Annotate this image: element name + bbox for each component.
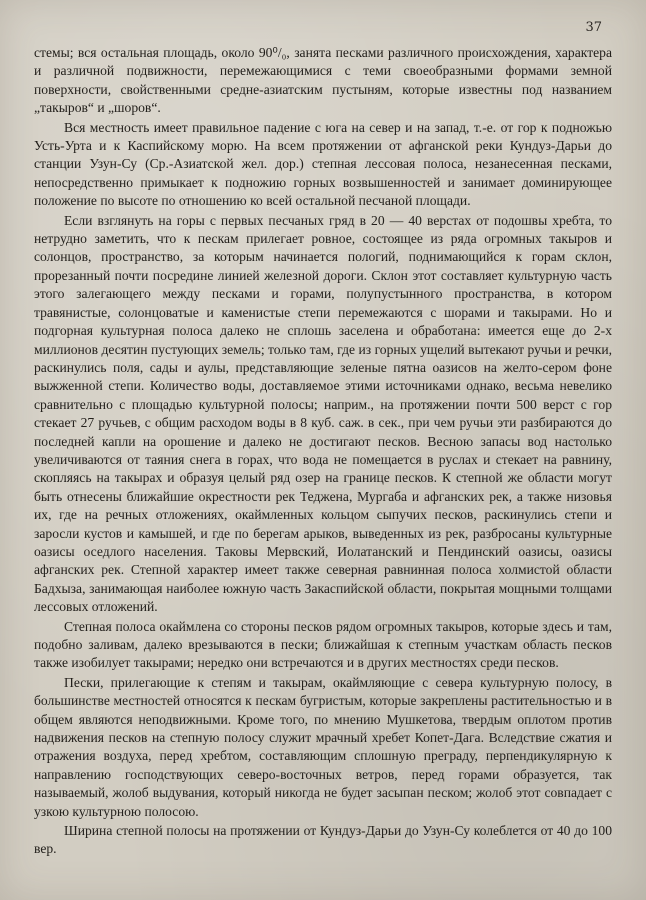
paragraph: Ширина степной полосы на протяжении от Кундуз-Дарьи до Узун-Су колеблется от 40 до 100 вер. xyxy=(34,823,612,857)
paragraph: стемы; вся остальная площадь, около 90⁰/₀, занята песками различного происхождения, характера и различной подвижности, перемежающимися с теми своеобразными формами земной поверхности, свойственными средне-азиатским пустыням, которые известны под названием „такыров“ и „шоров“. xyxy=(34,45,612,116)
paragraph: Вся местность имеет правильное падение с юга на север и на запад, т.-е. от гор к подножью Усть-Урта и к Каспийскому морю. На всем протяжении от афганской реки Кундуз-Дарьи до станции Узун-Су (Ср.-Азиатской жел. дор.) степная лессовая полоса, незанесенная песками, непосредственно примыкает к подножию горных возвышенностей и занимает доминирующее положение по высоте по отношению ко всей остальной песчаной площади. xyxy=(34,119,612,209)
paragraph: Если взглянуть на горы с первых песчаных гряд в 20 — 40 верстах от подошвы хребта, то нетрудно заметить, что к пескам прилегает ровное, состоящее из ряда огромных такыров и солонцов, пространство, за которым начинается пологий, поднимающийся к горам склон, прорезанный почти посредине линией железной дороги. Склон этот составляет культурную часть этого залегающего между песками и горами, полупустынного пространства, в котором травянистые, солонцоватые и каменистые степи перемежаются с шорами и такырами. Но и подгорная культурная полоса далеко не сплошь заселена и обработана: имеется еще до 2-х миллионов десятин пустующих земель; только там, где из горных ущелий вытекают ручьи и речки, раскинулись поля, сады и аулы, представляющие зеленые пятна оазисов на желто-сером фоне выжженной степи. Количество воды, доставляемое этими источниками однако, весьма невелико сравнительно с площадью культурной полосы; наприм., на протяжении почти 500 верст с гор стекает 27 ручьев, с общим расходом воды в 8 куб. саж. в сек., при чем ручьи эти разбираются до последней капли на орошение и далеко не достигают песков. Весною запасы вод настолько увеличиваются от таяния снега в горах, что вода не помещается в руслах и стекает на равнину, скопляясь на такырах и образуя целый ряд озер на границе песков. К степной же области могут быть отнесены ближайшие окрестности рек Теджена, Мургаба и афганских рек, а также низовья их, где на речных отложениях, окаймленных кольцом сыпучих песков, раскинулись степи и заросли кустов и камышей, и где по берегам арыков, выведенных из рек, разбросаны культурные оазисы оседлого населения. Таковы Мервский, Иолатанский и Пендинский оазисы, оазисы афганских рек. Степной характер имеет также северная равнинная полоса холмистой области Бадхыза, занимающая наиболее южную часть Закаспийской области, покрытая мощными толщами лессовых отложений. xyxy=(34,212,612,615)
paragraph: Степная полоса окаймлена со стороны песков рядом огромных такыров, которые здесь и там, подобно заливам, далеко врезываются в пески; ближайшая к степным участкам область песков также изобилует такырами; нередко они встречаются и в других местностях среди песков. xyxy=(34,618,612,671)
paragraph: Пески, прилегающие к степям и такырам, окаймляющие с севера культурную полосу, в большинстве местностей относятся к пескам бугристым, которые закреплены растительностью и в общем являются неподвижными. Кроме того, по мнению Мушкетова, твердым оплотом против надвижения песков на степную полосу служит мрачный хребет Копет-Дага. Вследствие сжатия и отражения воздуха, перед хребтом, составляющим сплошную преграду, перпендикулярную к направлению господствующих северо-восточных ветров, перед горами образуется, так называемый, жолоб выдувания, который никогда не будет засыпан песком; жолоб этот совпадает с узкою культурною полосою. xyxy=(34,674,612,819)
page-number: 37 xyxy=(585,20,602,35)
body-text xyxy=(34,44,612,860)
